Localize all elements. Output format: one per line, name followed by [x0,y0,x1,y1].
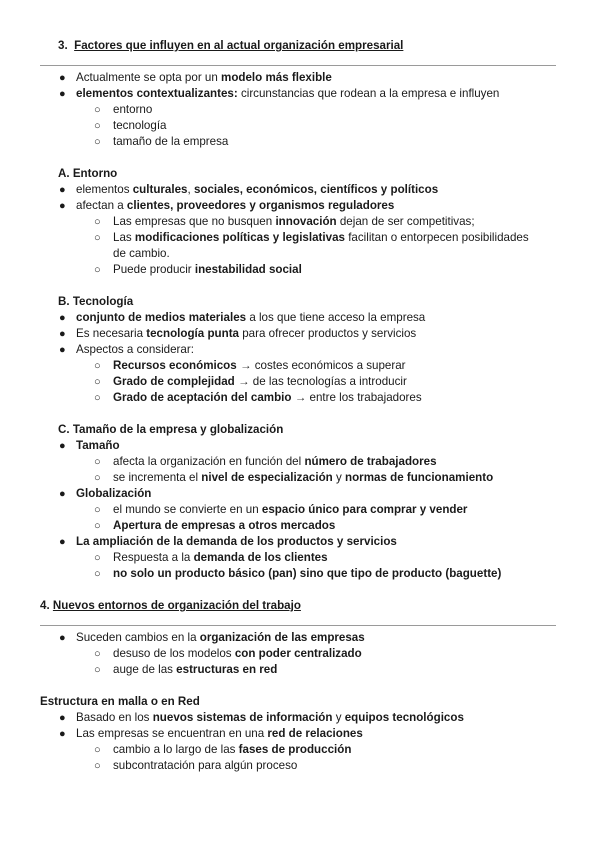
sub-list-item: tecnología [113,119,167,132]
bullet-circle-icon: ○ [94,552,101,564]
sub-list-item: Las empresas que no busquen innovación dejan de ser competitivas; [113,215,475,228]
bullet-circle-icon: ○ [94,120,101,132]
bullet-dot-icon: ● [59,312,66,324]
bullet-circle-icon: ○ [94,104,101,116]
sub-list-item: Recursos económicos → costes económicos a superar [113,359,406,372]
subsection-heading-entorno: A. Entorno [58,167,118,180]
list-item: Basado en los nuevos sistemas de información y equipos tecnológicos [76,711,464,724]
bullet-circle-icon: ○ [94,232,101,244]
sub-list-item: el mundo se convierte en un espacio único para comprar y vender [113,503,468,516]
sub-list-item: Respuesta a la demanda de los clientes [113,551,328,564]
bullet-circle-icon: ○ [94,216,101,228]
sub-list-item: no solo un producto básico (pan) sino que tipo de producto (baguette) [113,567,502,580]
list-item: Globalización [76,487,152,500]
sub-list-item: tamaño de la empresa [113,135,229,148]
bullet-circle-icon: ○ [94,392,101,404]
bullet-circle-icon: ○ [94,520,101,532]
section-divider [40,625,556,626]
list-item: afectan a clientes, proveedores y organismos reguladores [76,199,395,212]
bullet-dot-icon: ● [59,344,66,356]
list-item: La ampliación de la demanda de los productos y servicios [76,535,397,548]
section-3-heading [58,38,403,54]
section-number: 4. [40,599,50,612]
sub-list-item: Apertura de empresas a otros mercados [113,519,336,532]
bullet-circle-icon: ○ [94,648,101,660]
section-number: 3. [58,39,68,52]
list-item: elementos contextualizantes: circunstancias que rodean a la empresa e influyen [76,87,500,100]
sub-list-item: Grado de aceptación del cambio → entre los trabajadores [113,391,422,404]
section-divider [40,65,556,66]
list-item: Es necesaria tecnología punta para ofrecer productos y servicios [76,327,417,340]
bullet-circle-icon: ○ [94,472,101,484]
list-item: Suceden cambios en la organización de las empresas [76,631,365,644]
bullet-dot-icon: ● [59,536,66,548]
list-item: Las empresas se encuentran en una red de relaciones [76,727,363,740]
bullet-circle-icon: ○ [94,376,101,388]
bullet-circle-icon: ○ [94,456,101,468]
bullet-dot-icon: ● [59,712,66,724]
sub-list-item: subcontratación para algún proceso [113,759,298,772]
list-item: Tamaño [76,439,120,452]
sub-list-item: cambio a lo largo de las fases de producción [113,743,352,756]
section-title: Factores que influyen en al actual organización empresarial [74,39,404,52]
subsection-heading-red: Estructura en malla o en Red [40,695,200,708]
list-item: elementos culturales, sociales, económicos, científicos y políticos [76,183,439,196]
section-title: Nuevos entornos de organización del trabajo [52,599,301,612]
sub-list-item: Las modificaciones políticas y legislativas facilitan o entorpecen posibilidades [113,231,529,244]
sub-list-item: desuso de los modelos con poder centralizado [113,647,362,660]
sub-list-item: afecta la organización en función del número de trabajadores [113,455,437,468]
sub-list-item: se incrementa el nivel de especialización y normas de funcionamiento [113,471,494,484]
list-item: Aspectos a considerar: [76,343,194,356]
bullet-dot-icon: ● [59,728,66,740]
sub-list-item: entorno [113,103,153,116]
bullet-circle-icon: ○ [94,568,101,580]
subsection-heading-tamano: C. Tamaño de la empresa y globalización [58,423,284,436]
bullet-circle-icon: ○ [94,504,101,516]
sub-list-item: auge de las estructuras en red [113,663,278,676]
sub-list-item: Puede producir inestabilidad social [113,263,302,276]
bullet-dot-icon: ● [59,488,66,500]
subsection-heading-tecnologia: B. Tecnología [58,295,134,308]
bullet-dot-icon: ● [59,72,66,84]
sub-list-item: Grado de complejidad → de las tecnologías a introducir [113,375,407,388]
list-item: Actualmente se opta por un modelo más flexible [76,71,332,84]
list-item: conjunto de medios materiales a los que tiene acceso la empresa [76,311,426,324]
bullet-dot-icon: ● [59,88,66,100]
bullet-dot-icon: ● [59,184,66,196]
bullet-circle-icon: ○ [94,760,101,772]
bullet-dot-icon: ● [59,200,66,212]
bullet-circle-icon: ○ [94,360,101,372]
section-4-heading [40,598,301,614]
bullet-dot-icon: ● [59,328,66,340]
bullet-dot-icon: ● [59,440,66,452]
bullet-circle-icon: ○ [94,264,101,276]
bullet-dot-icon: ● [59,632,66,644]
bullet-circle-icon: ○ [94,664,101,676]
sub-list-item-continuation: de cambio. [113,247,170,260]
bullet-circle-icon: ○ [94,744,101,756]
bullet-circle-icon: ○ [94,136,101,148]
